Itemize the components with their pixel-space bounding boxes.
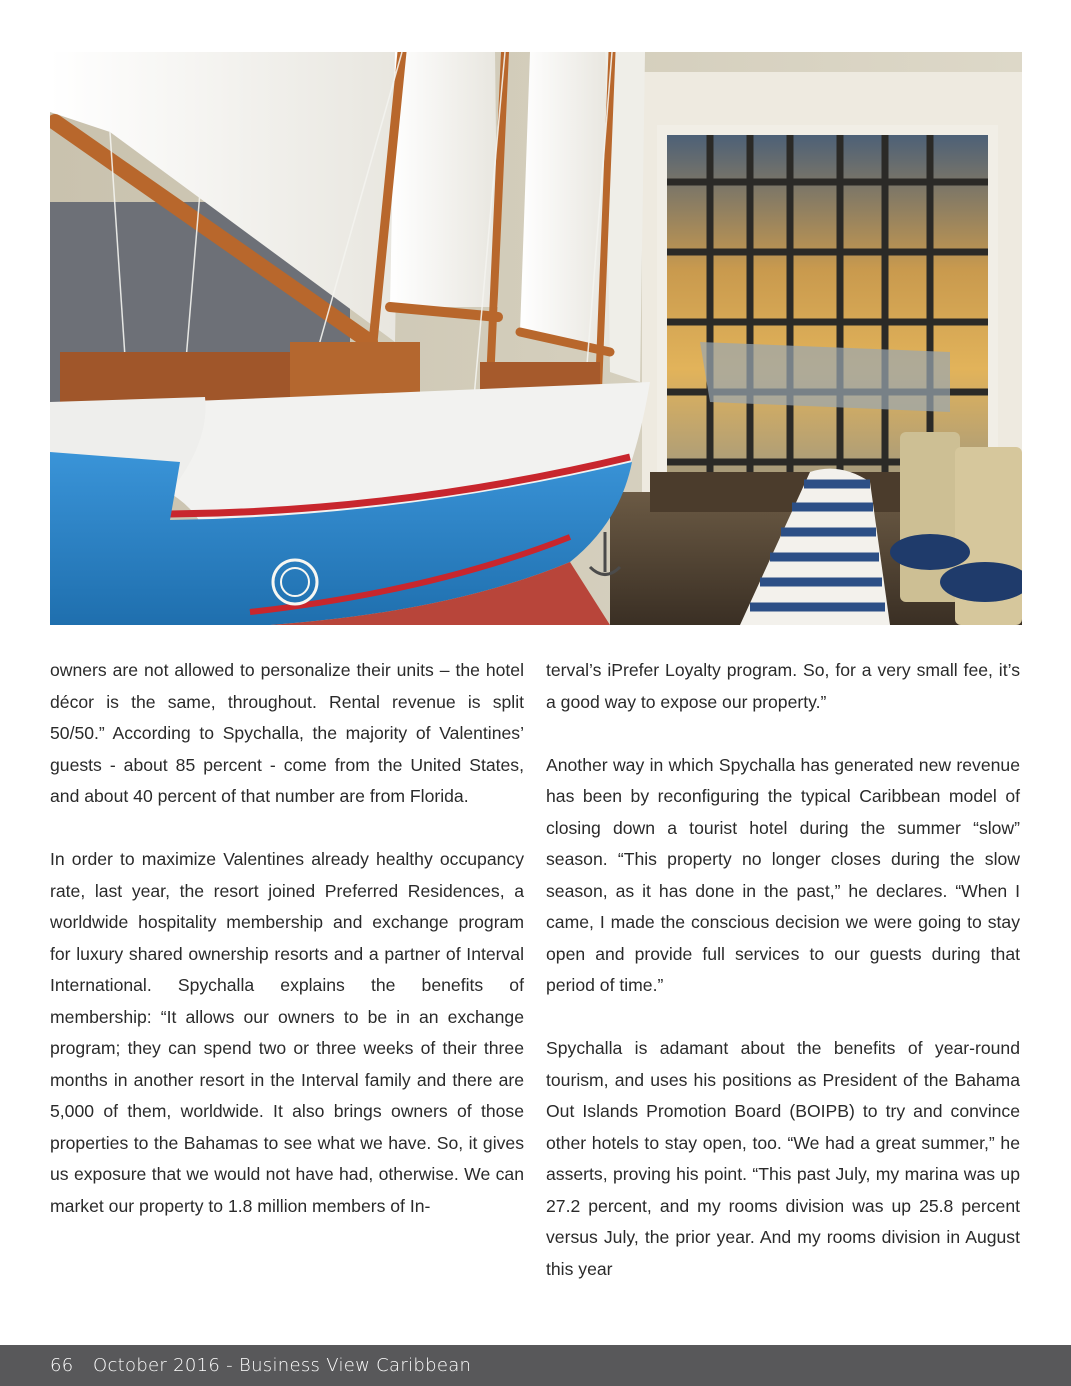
article-photo (50, 52, 1022, 625)
article-paragraph: Spychalla is adamant about the benefits of year-round tourism, and uses his positions as President of the Bahama Out Islands Promotion Board (BOIPB) to try and convince other hotels to stay open, too. “We had a great summer,” he asserts, proving his point. “This past July, my marina was up 27.2 percent, and my rooms division was up 25.8 percent versus July, the prior year. And my rooms division in August this year (546, 1038, 1020, 1279)
article-column-left (50, 655, 524, 1222)
page-number: 66 (50, 1355, 74, 1376)
page-footer (0, 1345, 1071, 1386)
article-paragraph: In order to maximize Valentines already healthy occupancy rate, last year, the resort joined Preferred Residences, a worldwide hospitality membership and exchange program for luxury shared ownership resorts and a partner of Interval International. Spychalla explains the benefits of membership: “It allows our owners to be in an exchange program; they can spend two or three weeks of their three months in another resort in the Interval family and there are 5,000 of them, worldwide. It also brings owners of those properties to the Bahamas to see what we have. So, it gives us exposure that we would not have had, otherwise. We can market our property to 1.8 million members of In- (50, 849, 524, 1216)
article-paragraph: owners are not allowed to personalize their units – the hotel décor is the same, throughout. Rental revenue is split 50/50.” According to Spychalla, the majority of Valentines’ guests - about 85 percent - come from the United States, and about 40 percent of that number are from Florida. (50, 660, 524, 806)
schooner-model-photo (50, 52, 1022, 625)
article-paragraph: terval’s iPrefer Loyalty program. So, for a very small fee, it’s a good way to expose our property.” (546, 660, 1020, 712)
article-column-right (546, 655, 1020, 1285)
publication-issue: October 2016 - Business View Caribbean (93, 1355, 472, 1376)
article-paragraph: Another way in which Spychalla has generated new revenue has been by reconfiguring the typical Caribbean model of closing down a tourist hotel during the summer “slow” season. “This property no longer closes during the slow season, as it has done in the past,” he declares. “When I came, I made the conscious decision we were going to stay open and provide full services to our guests during that period of time.” (546, 754, 1020, 995)
